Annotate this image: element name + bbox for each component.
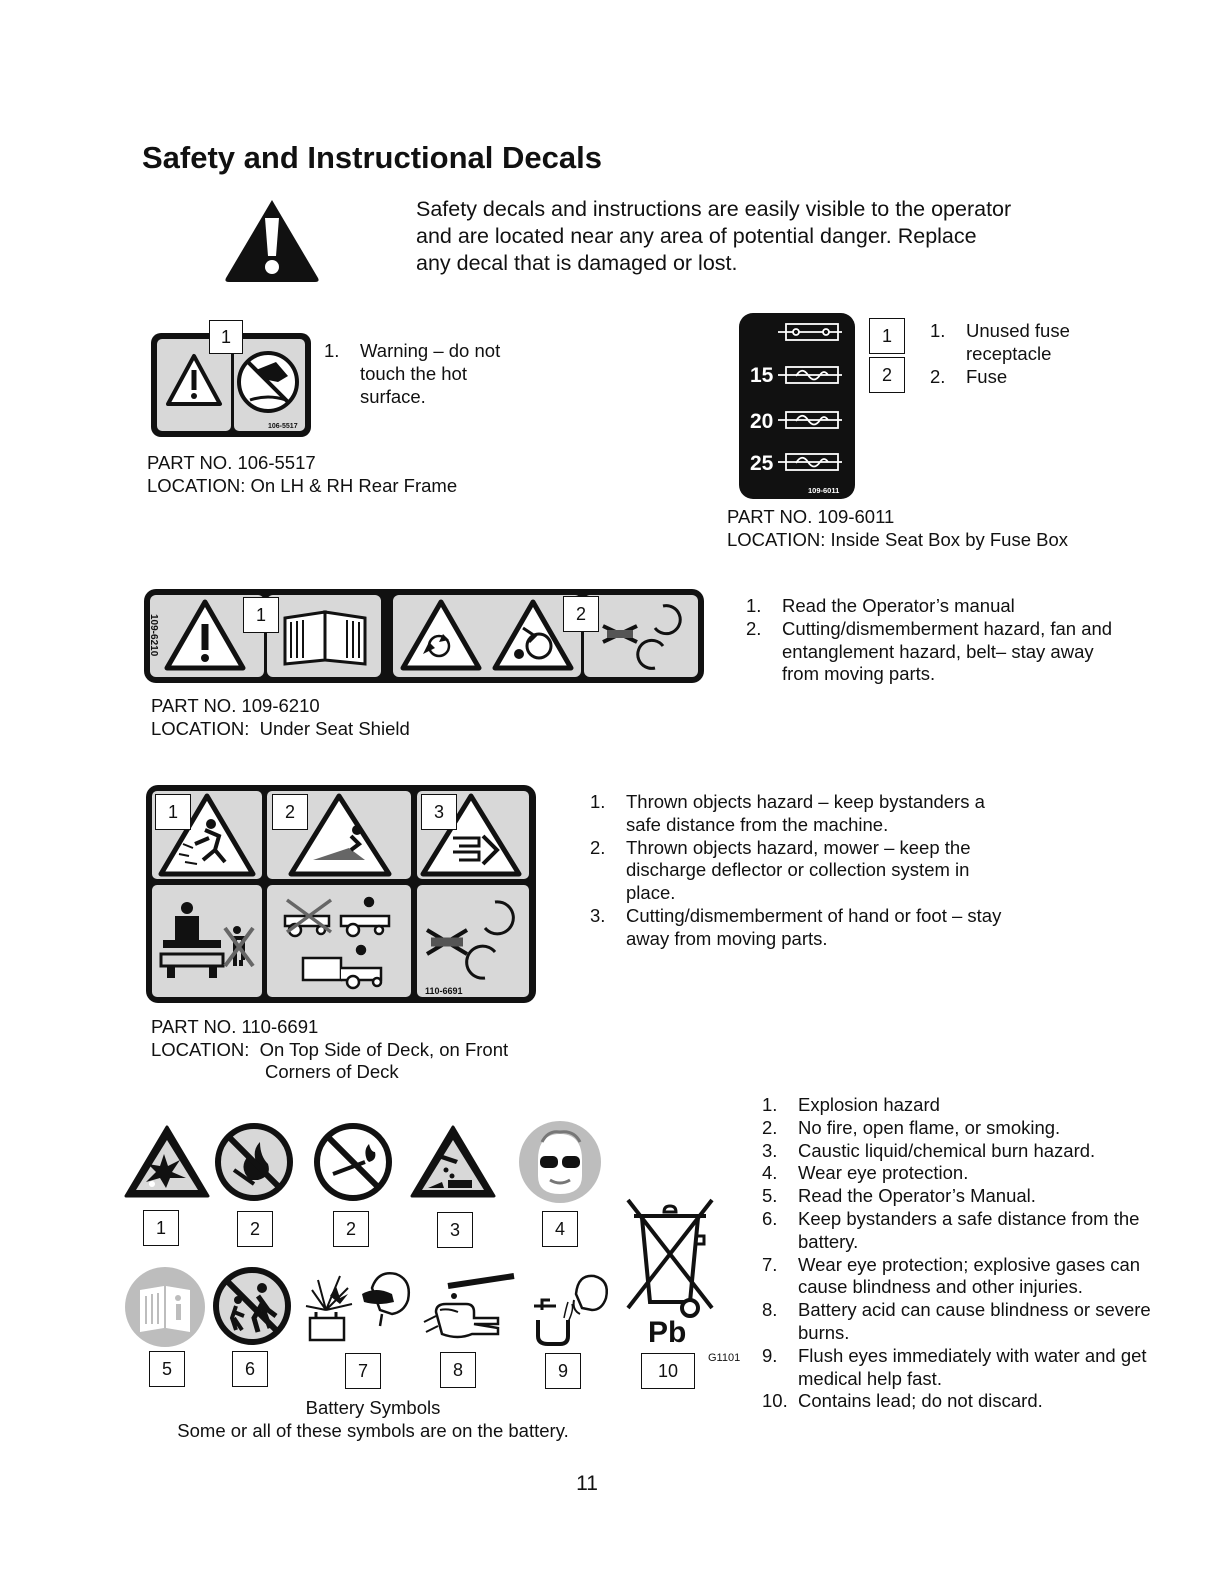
decal-code-label: 110-6691 (425, 986, 463, 996)
explosion-hazard-icon (124, 1124, 210, 1200)
decal-code-label: 109-6210 (148, 614, 159, 657)
location-text: LOCATION: Under Seat Shield (151, 718, 410, 739)
page-number: 11 (576, 1472, 598, 1495)
callout-battery-2b: 2 (333, 1211, 369, 1247)
callout-battery-4: 4 (542, 1211, 578, 1247)
warning-triangle-icon (222, 196, 322, 284)
list-item: 5. Read the Operator’s Manual. (762, 1185, 1036, 1207)
graphic-code: G1101 (708, 1352, 741, 1364)
no-fire-icon (214, 1122, 294, 1202)
battery-legend (762, 1094, 1162, 1413)
list-item: 7. Wear eye protection; explosive gases can cause blindness and other injuries. (762, 1253, 1141, 1298)
decal-109-6011-legend (930, 320, 1130, 388)
callout-battery-9: 9 (545, 1353, 581, 1389)
fuse-row-15 (750, 364, 842, 387)
list-item: 8. Battery acid can cause blindness or severe burns. (762, 1299, 1151, 1343)
decal-109-6011-graphic (738, 312, 856, 500)
callout-battery-5: 5 (149, 1351, 185, 1387)
callout-106-5517-1: 1 (209, 320, 243, 354)
callout-109-6011-1: 1 (869, 318, 905, 354)
battery-caption-title: Battery Symbols (305, 1397, 441, 1418)
list-item: 1. Thrown objects hazard – keep bystanders a safe distance from the machine. (590, 791, 985, 835)
callout-110-6691-2: 2 (272, 794, 308, 830)
location-text-continued: Corners of Deck (265, 1061, 399, 1082)
callout-battery-1: 1 (143, 1210, 179, 1246)
battery-caption-note: Some or all of these symbols are on the battery. (177, 1420, 569, 1441)
svg-text:15: 15 (750, 364, 774, 387)
no-smoking-icon (313, 1122, 393, 1202)
part-number: PART NO. 109-6011 (727, 506, 895, 527)
list-item: 1. Explosion hazard (762, 1094, 940, 1115)
keep-bystanders-away-icon (212, 1266, 292, 1346)
lead-symbol: Pb (648, 1316, 687, 1349)
caustic-liquid-icon (410, 1124, 496, 1200)
list-item: 2. Cutting/dismemberment hazard, fan and entanglement hazard, belt– stay away from moving parts. (746, 617, 1113, 685)
location-text: LOCATION: On LH & RH Rear Frame (147, 475, 458, 496)
svg-text:20: 20 (750, 410, 774, 433)
intro-text: Safety decals and instructions are easily visible to the operator and are located near any area of potential danger. Replace any decal that is damaged or lost. (416, 197, 1012, 275)
location-text: LOCATION: Inside Seat Box by Fuse Box (727, 529, 1069, 550)
part-number: PART NO. 109-6210 (151, 695, 320, 716)
decal-106-5517-legend (324, 340, 504, 408)
part-number: PART NO. 110-6691 (151, 1016, 319, 1037)
list-item: 1. Unused fuse receptacle (930, 320, 1070, 364)
list-item: 9. Flush eyes immediately with water and get medical help fast. (762, 1344, 1147, 1389)
svg-text:25: 25 (750, 452, 774, 475)
callout-battery-10: 10 (641, 1353, 695, 1389)
manual-book-icon (285, 612, 365, 664)
list-item: 1. Warning – do not touch the hot surface. (324, 340, 501, 407)
list-item: 3. Cutting/dismemberment of hand or foot – stay away from moving parts. (590, 904, 1002, 949)
battery-acid-burn-icon (418, 1268, 518, 1346)
flush-eyes-icon (524, 1270, 610, 1350)
decal-code-label: 109-6011 (808, 486, 840, 495)
list-item: 4. Wear eye protection. (762, 1162, 969, 1184)
callout-109-6210-1: 1 (243, 597, 279, 633)
callout-109-6210-2: 2 (563, 596, 599, 632)
decal-110-6691-legend (590, 791, 1010, 951)
list-item: 2. No fire, open flame, or smoking. (762, 1116, 1061, 1138)
decal-109-6210-graphic (143, 588, 705, 684)
read-manual-icon (124, 1266, 206, 1348)
eye-protection-icon (518, 1120, 602, 1204)
decal-109-6210-legend (746, 595, 1116, 686)
page-title: Safety and Instructional Decals (142, 140, 602, 175)
list-item: 3. Caustic liquid/chemical burn hazard. (762, 1139, 1096, 1161)
list-item: 2. Fuse (930, 365, 1008, 387)
list-item: 1. Read the Operator’s manual (746, 595, 1015, 616)
callout-battery-2a: 2 (237, 1211, 273, 1247)
list-item: 2. Thrown objects hazard, mower – keep the discharge deflector or collection system in place. (590, 836, 971, 904)
decal-code-label: 106-5517 (268, 423, 298, 430)
callout-110-6691-3: 3 (421, 794, 457, 830)
list-item: 10. Contains lead; do not discard. (762, 1390, 1043, 1412)
location-text: LOCATION: On Top Side of Deck, on Front (151, 1039, 509, 1060)
callout-battery-6: 6 (232, 1351, 268, 1387)
callout-battery-3: 3 (437, 1212, 473, 1248)
contains-lead-icon (624, 1196, 716, 1349)
part-number: PART NO. 106-5517 (147, 452, 316, 473)
callout-109-6011-2: 2 (869, 357, 905, 393)
callout-battery-7: 7 (345, 1353, 381, 1389)
decal-110-6691-graphic (145, 784, 537, 1004)
callout-battery-8: 8 (440, 1352, 476, 1388)
callout-110-6691-1: 1 (155, 794, 191, 830)
list-item: 6. Keep bystanders a safe distance from the battery. (762, 1207, 1140, 1252)
explosive-gas-eye-injury-icon (300, 1266, 412, 1346)
